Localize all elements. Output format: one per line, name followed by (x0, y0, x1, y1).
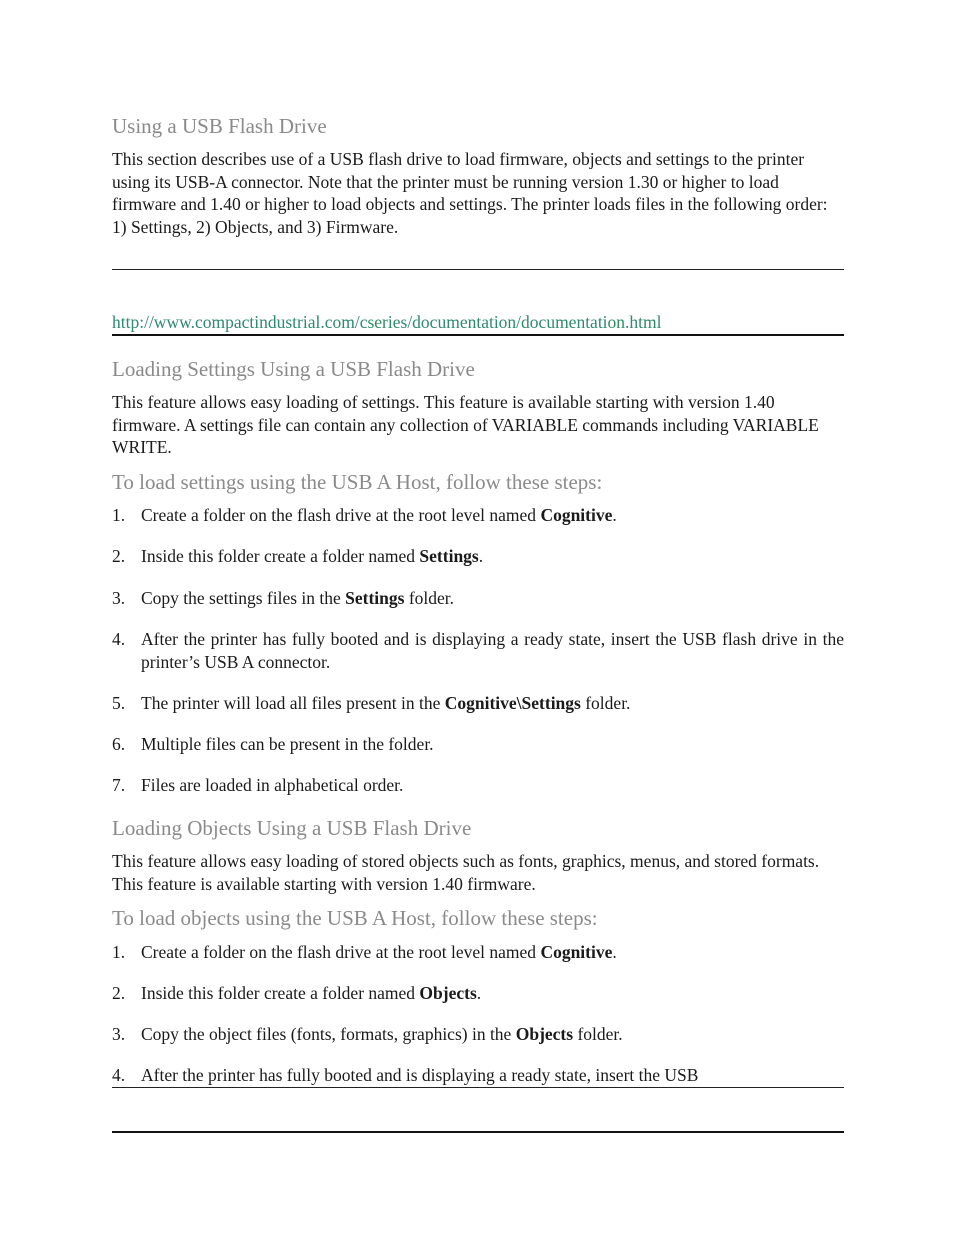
objects-paragraph (112, 850, 844, 895)
list-item-text (141, 733, 844, 756)
list-item-number: 2. (112, 546, 126, 566)
list-item-number: 5. (112, 693, 126, 713)
list-item-text (141, 587, 844, 610)
list-item (112, 504, 844, 527)
list-item-bold-term: Settings (419, 546, 479, 566)
list-item-bold-term: Settings (345, 588, 405, 608)
section-heading-loading-settings (112, 356, 844, 382)
list-item (112, 774, 844, 797)
list-item-text-part: folder. (580, 693, 631, 713)
list-item-number: 3. (112, 1024, 126, 1044)
heading-text: Loading Objects Using a USB Flash Drive (112, 816, 472, 840)
list-item-text-part: Copy the settings files in the (141, 588, 346, 608)
list-item-text (141, 504, 844, 527)
list-item (112, 733, 844, 756)
list-item-text (141, 628, 844, 673)
divider (112, 1087, 844, 1088)
list-item-text (141, 545, 844, 568)
list-item (112, 692, 844, 715)
section-heading-using-usb (112, 113, 844, 139)
objects-text: This feature allows easy loading of stored objects such as fonts, graphics, menus, and stored formats. This feature is available starting with version 1.40 firmware. (112, 851, 820, 894)
list-item-text (141, 941, 844, 964)
list-item-text-part: After the printer has fully booted and is displaying a ready state, insert the USB (141, 1065, 699, 1085)
settings-steps-heading (112, 469, 844, 495)
list-item-text-part: Inside this folder create a folder named (141, 983, 420, 1003)
list-item-text-part: Create a folder on the flash drive at the root level named (141, 505, 541, 525)
heading-text: Using a USB Flash Drive (112, 114, 327, 138)
divider (112, 269, 844, 270)
list-item-text-part: Files are loaded in alphabetical order. (141, 775, 404, 795)
list-item (112, 1023, 844, 1046)
list-item-text-part: Create a folder on the flash drive at the root level named (141, 942, 541, 962)
list-item (112, 941, 844, 964)
list-item-bold-term: Objects (419, 983, 477, 1003)
list-item-number: 1. (112, 505, 126, 525)
settings-text: This feature allows easy loading of settings. This feature is available starting with version 1.40 firmware. A settings file can contain any collection of VARIABLE commands including VARIABLE WRITE. (112, 392, 819, 457)
divider (112, 334, 844, 336)
list-item (112, 628, 844, 673)
list-item-text-part: . (612, 505, 617, 525)
documentation-link[interactable]: http://www.compactindustrial.com/cseries/documentation/documentation.html (112, 312, 662, 332)
list-item-number: 3. (112, 588, 126, 608)
list-item-text-part: . (478, 546, 484, 566)
list-item-text-part: Copy the object files (fonts, formats, graphics) in the (141, 1024, 516, 1044)
list-item-text-part: The printer will load all files present in the (141, 693, 445, 713)
subheading-text: To load objects using the USB A Host, follow these steps: (112, 906, 598, 930)
list-item-bold-term: Cognitive (540, 505, 613, 525)
list-item-number: 1. (112, 942, 126, 962)
intro-paragraph (112, 148, 844, 238)
list-item-text-part: After the printer has fully booted and is displaying a ready state, insert the USB flash drive in the printer’s USB A connector. (141, 629, 844, 672)
list-item-bold-term: Cognitive\Settings (444, 693, 581, 713)
list-item-text (141, 1023, 844, 1046)
list-item-text-part: Multiple files can be present in the folder. (141, 734, 434, 754)
list-item (112, 1064, 844, 1087)
list-item-text-part: . (476, 983, 482, 1003)
settings-paragraph (112, 391, 844, 459)
list-item-text-part: . (612, 942, 617, 962)
list-item-number: 2. (112, 983, 126, 1003)
list-item-text (141, 1064, 844, 1087)
list-item-text (141, 692, 844, 715)
objects-steps-heading (112, 905, 844, 931)
list-item (112, 545, 844, 568)
heading-text: Loading Settings Using a USB Flash Drive (112, 357, 475, 381)
intro-text: This section describes use of a USB flash drive to load firmware, objects and settings to the printer using its USB-A connector. Note that the printer must be running version 1.30 or higher to load firmware and 1.40 or higher to load objects and settings. The printer loads files in the following order: 1) Settings, 2) Objects, and 3) Firmware. (112, 149, 828, 237)
section-heading-loading-objects (112, 815, 844, 841)
list-item-text-part: Inside this folder create a folder named (141, 546, 420, 566)
list-item-bold-term: Objects (515, 1024, 574, 1044)
list-item-bold-term: Cognitive (540, 942, 613, 962)
list-item-text-part: folder. (404, 588, 455, 608)
list-item-text-part: folder. (573, 1024, 623, 1044)
list-item-number: 6. (112, 734, 126, 754)
list-item (112, 587, 844, 610)
list-item-number: 4. (112, 1065, 126, 1085)
list-item-text (141, 774, 844, 797)
list-item (112, 982, 844, 1005)
list-item-number: 4. (112, 629, 126, 649)
list-item-number: 7. (112, 775, 126, 795)
list-item-text (141, 982, 844, 1005)
footer-divider (112, 1131, 844, 1133)
subheading-text: To load settings using the USB A Host, follow these steps: (112, 470, 603, 494)
